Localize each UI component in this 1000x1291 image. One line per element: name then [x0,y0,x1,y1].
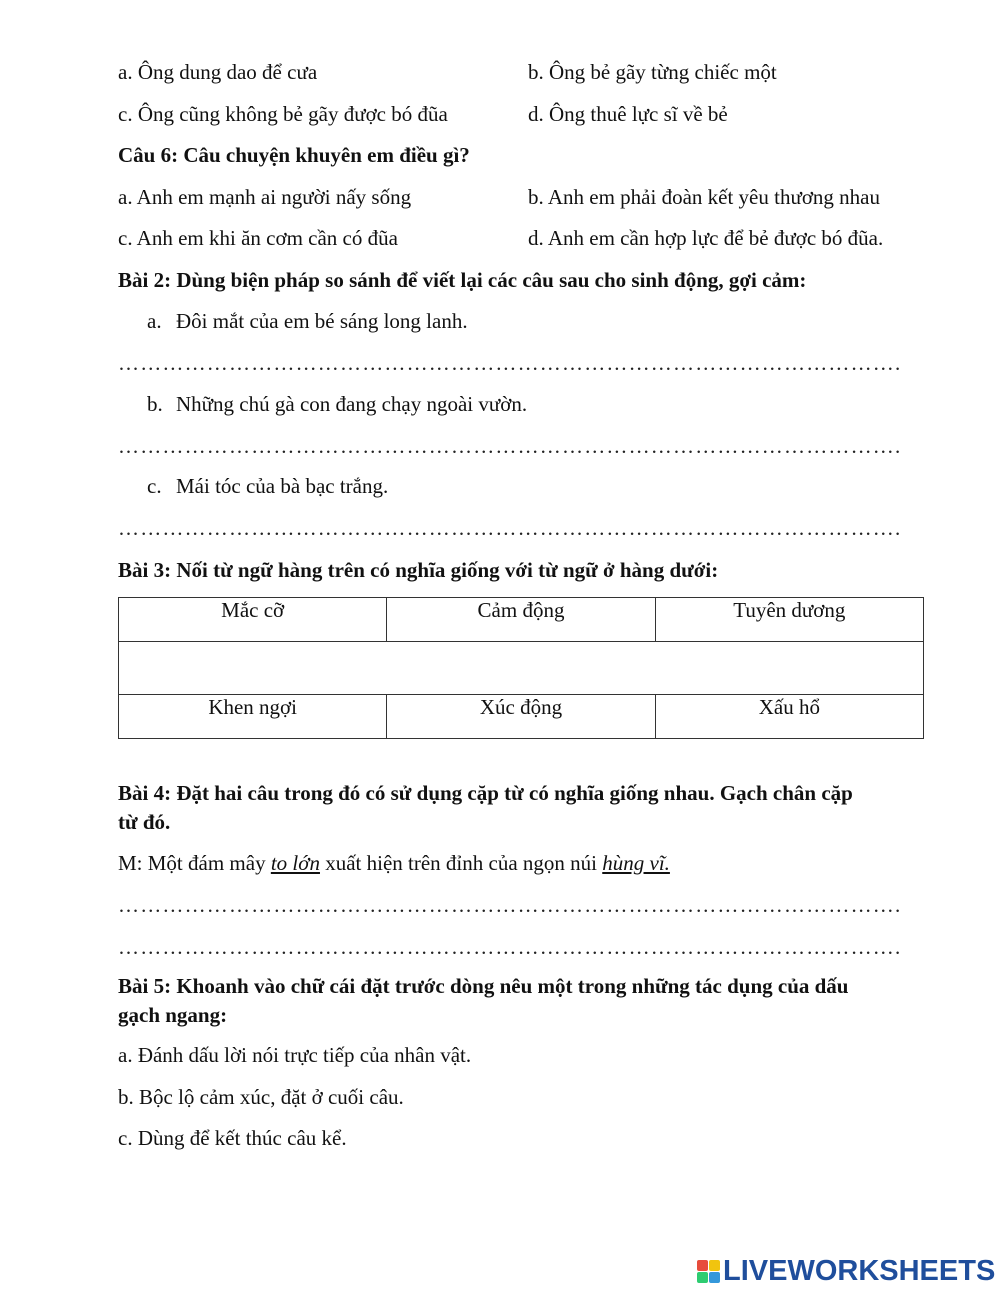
bai4-title-line1: Bài 4: Đặt hai câu trong đó có sử dụng cặp từ có nghĩa giống nhau. Gạch chân cặp [118,781,853,805]
bottom-word-1[interactable]: Khen ngợi [119,695,387,739]
bai2-item-a-marker: a. [147,309,162,333]
liveworksheets-logo [697,1254,995,1288]
q5-option-d: d. Ông thuê lực sĩ về bẻ [528,102,728,126]
liveworksheets-logo-icon [697,1260,720,1283]
answer-line-bai2-b[interactable]: ……………………………………………………………………………………………. [118,434,902,458]
top-word-2[interactable]: Cảm động [387,598,655,642]
bai5-option-a[interactable]: a. Đánh dấu lời nói trực tiếp của nhân vật. [118,1043,472,1067]
bai5-option-c[interactable]: c. Dùng để kết thúc câu kể. [118,1126,347,1150]
logo-square [697,1260,708,1271]
q6-option-d: d. Anh em cần hợp lực để bẻ được bó đũa. [528,226,884,250]
q6-title: Câu 6: Câu chuyện khuyên em điều gì? [118,143,470,167]
bottom-word-3[interactable]: Xấu hổ [655,695,923,739]
q5-option-c: c. Ông cũng không bẻ gãy được bó đũa [118,102,448,126]
liveworksheets-brand-text: LIVEWORKSHEETS [723,1254,996,1287]
q5-option-b: b. Ông bẻ gãy từng chiếc một [528,60,777,84]
top-word-1[interactable]: Mắc cỡ [119,598,387,642]
table-row [119,598,924,642]
answer-line-bai2-a[interactable]: ……………………………………………………………………………………………. [118,351,902,375]
logo-square [709,1272,720,1283]
bai5-title-line2: gạch ngang: [118,1003,228,1027]
bai2-item-b-marker: b. [147,392,163,416]
answer-line-bai4-2[interactable]: ……………………………………………………………………………………………. [118,935,902,959]
bai4-example [118,851,670,876]
answer-line-bai4-1[interactable]: ……………………………………………………………………………………………. [118,893,902,917]
q6-option-c: c. Anh em khi ăn cơm cần có đũa [118,226,398,250]
matching-table [118,597,924,739]
q6-option-a: a. Anh em mạnh ai người nấy sống [118,185,412,209]
bai4-title-line2: từ đó. [118,810,171,834]
example-middle: xuất hiện trên đỉnh của ngọn núi [319,851,603,875]
bai3-title: Bài 3: Nối từ ngữ hàng trên có nghĩa giống với từ ngữ ở hàng dưới: [118,558,719,582]
table-row [119,695,924,739]
example-prefix: M: Một đám mây [118,851,271,875]
bai2-item-c-marker: c. [147,474,162,498]
q6-option-b: b. Anh em phải đoàn kết yêu thương nhau [528,185,881,209]
bai5-option-b[interactable]: b. Bộc lộ cảm xúc, đặt ở cuối câu. [118,1085,404,1109]
matching-area[interactable] [119,642,924,695]
bai2-item-a-text: Đôi mắt của em bé sáng long lanh. [176,309,468,333]
table-row [119,642,924,695]
bottom-word-2[interactable]: Xúc động [387,695,655,739]
bai2-item-b-text: Những chú gà con đang chạy ngoài vườn. [176,392,528,416]
answer-line-bai2-c[interactable]: ……………………………………………………………………………………………. [118,516,902,540]
example-underlined-word-1: to lớn [270,851,320,875]
top-word-3[interactable]: Tuyên dương [655,598,923,642]
q5-option-a: a. Ông dung dao để cưa [118,60,318,84]
bai2-item-c-text: Mái tóc của bà bạc trắng. [176,474,389,498]
logo-square [697,1272,708,1283]
bai2-title: Bài 2: Dùng biện pháp so sánh để viết lại các câu sau cho sinh động, gợi cảm: [118,268,807,292]
bai5-title-line1: Bài 5: Khoanh vào chữ cái đặt trước dòng nêu một trong những tác dụng của dấu [118,974,849,998]
logo-square [709,1260,720,1271]
example-underlined-word-2: hùng vĩ. [602,851,670,875]
